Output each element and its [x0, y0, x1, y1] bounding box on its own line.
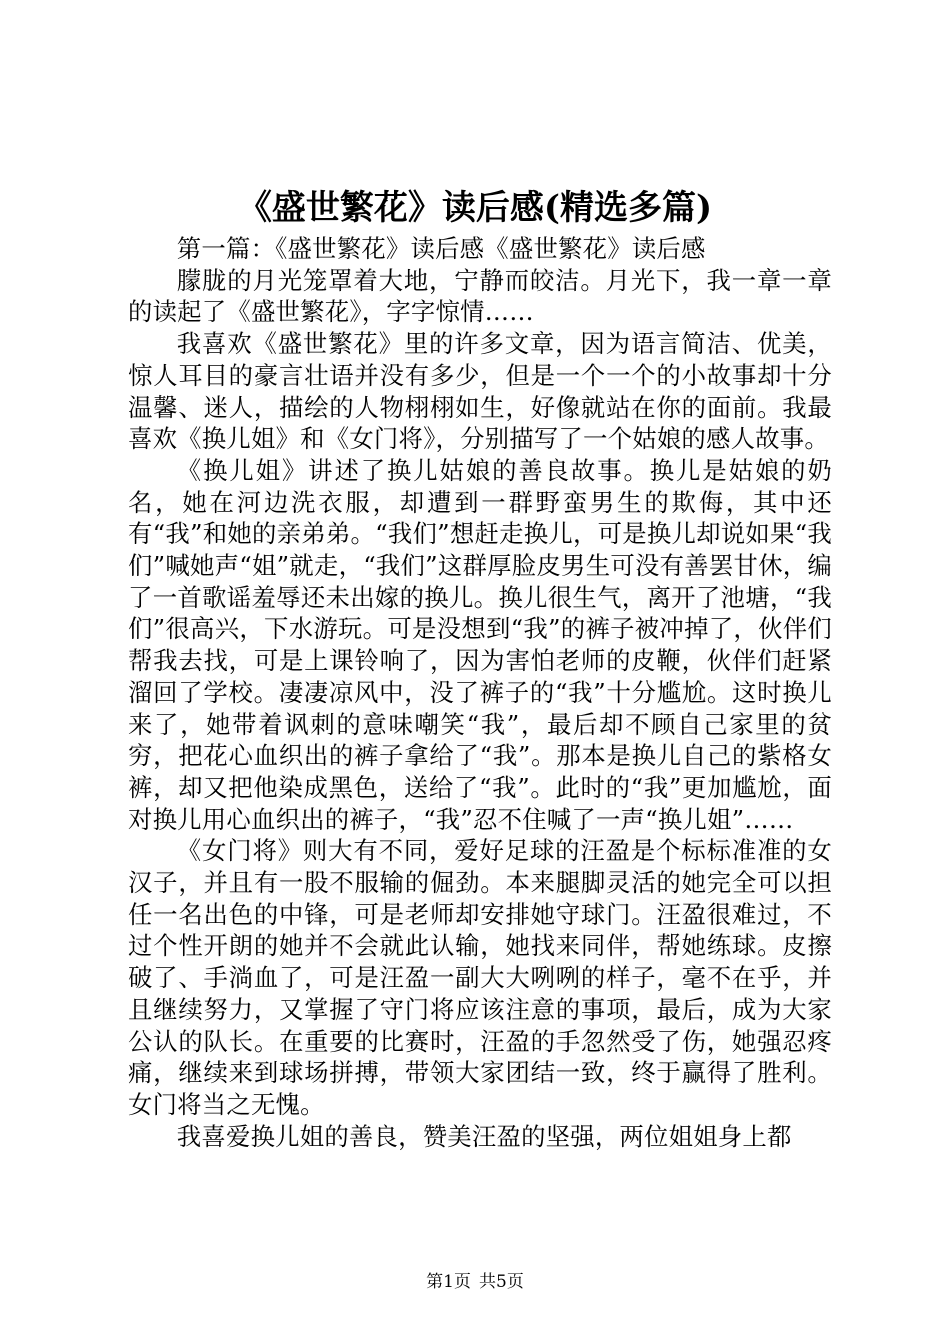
paragraph: 《女门将》则大有不同，爱好足球的汪盈是个标标准准的女汉子，并且有一股不服输的倔劲。本来腿脚灵活的她完全可以担任一名出色的中锋，可是老师却安排她守球门。汪盈很难过，不过个性开朗的她并不会就此认输，她找来同伴，帮她练球。皮擦破了、手淌血了，可是汪盈一副大大咧咧的样子，毫不在乎，并且继续努力，又掌握了守门将应该注意的事项，最后，成为大家公认的队长。在重要的比赛时，汪盈的手忽然受了伤，她强忍疼痛，继续来到球场拼搏，带领大家团结一致，终于赢得了胜利。女门将当之无愧。	[128, 836, 832, 1119]
paragraph: 《换儿姐》讲述了换儿姑娘的善良故事。换儿是姑娘的奶名，她在河边洗衣服，却遭到一群野蛮男生的欺侮，其中还有“我”和她的亲弟弟。“我们”想赶走换儿，可是换儿却说如果“我们”喊她声“姐”就走，“我们”这群厚脸皮男生可没有善罢甘休，编了一首歌谣羞辱还未出嫁的换儿。换儿很生气，离开了池塘，“我们”很高兴，下水游玩。可是没想到“我”的裤子被冲掉了，伙伴们帮我去找，可是上课铃响了，因为害怕老师的皮鞭，伙伴们赶紧溜回了学校。凄凄凉风中，没了裤子的“我”十分尴尬。这时换儿来了，她带着讽刺的意味嘲笑“我”，最后却不顾自己家里的贫穷，把花心血织出的裤子拿给了“我”。那本是换儿自己的紫格女裤，却又把他染成黑色，送给了“我”。此时的“我”更加尴尬，面对换儿用心血织出的裤子，“我”忍不住喊了一声“换儿姐”……	[128, 455, 832, 834]
paragraph-section-heading: 第一篇：《盛世繁花》读后感《盛世繁花》读后感	[176, 234, 706, 263]
paragraph: 我喜欢《盛世繁花》里的许多文章，因为语言简洁、优美，惊人耳目的豪言壮语并没有多少，但是一个一个的小故事却十分温馨、迷人，描绘的人物栩栩如生，好像就站在你的面前。我最喜欢《换儿姐》和《女门将》，分别描写了一个姑娘的感人故事。	[128, 329, 832, 454]
total-pages: 共5页	[479, 1272, 524, 1292]
page-number: 第1页	[426, 1272, 471, 1292]
page-footer	[0, 1271, 950, 1293]
paragraph: 朦胧的月光笼罩着大地，宁静而皎洁。月光下，我一章一章的读起了《盛世繁花》，字字惊情……	[128, 265, 832, 327]
document-body	[128, 233, 832, 1152]
document-title: 《盛世繁花》读后感(精选多篇)	[237, 188, 713, 228]
paragraph: 我喜爱换儿姐的善良，赞美汪盈的坚强，两位姐姐身上都	[176, 1121, 792, 1151]
